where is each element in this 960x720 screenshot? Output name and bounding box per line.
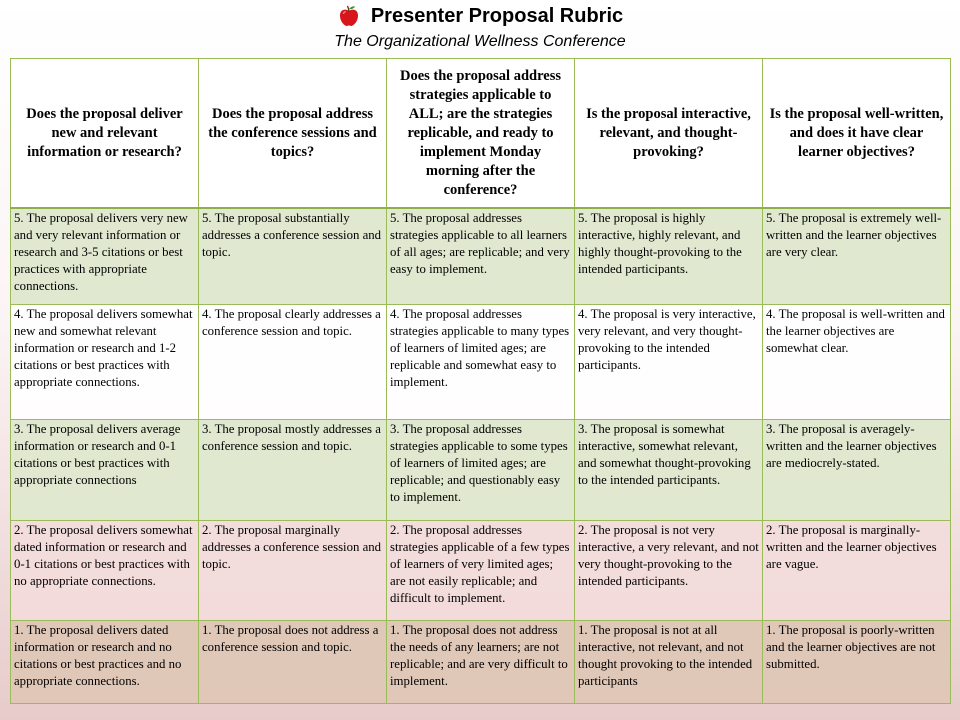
table-cell: 2. The proposal addresses strategies applicable of a few types of learners of very limited ages; are not easily replicable; and difficult to implement. [387,520,575,620]
column-header: Does the proposal deliver new and relevant information or research? [11,59,199,209]
header [0,0,960,58]
header-row [11,59,951,209]
table-cell: 4. The proposal is very interactive, very relevant, and very thought-provoking to the intended participants. [575,305,763,420]
table-cell: 1. The proposal does not address the needs of any learners; are not replicable; and are very difficult to implement. [387,620,575,703]
column-header: Is the proposal well-written, and does it have clear learner objectives? [763,59,951,209]
table-cell: 4. The proposal delivers somewhat new and somewhat relevant information or research and 1-2 citations or best practices with appropriate connections. [11,305,199,420]
table-cell: 5. The proposal addresses strategies applicable to all learners of all ages; are replicable; and very easy to implement. [387,208,575,305]
table-cell: 3. The proposal delivers average information or research and 0-1 citations or best practices with appropriate connections [11,420,199,520]
table-row [11,420,951,520]
table-row [11,208,951,305]
table-cell: 3. The proposal mostly addresses a conference session and topic. [199,420,387,520]
title-row [0,4,960,28]
column-header: Is the proposal interactive, relevant, and thought-provoking? [575,59,763,209]
table-cell: 1. The proposal is poorly-written and the learner objectives are not submitted. [763,620,951,703]
table-cell: 3. The proposal is somewhat interactive, somewhat relevant, and somewhat thought-provoking to the intended participants. [575,420,763,520]
table-cell: 2. The proposal delivers somewhat dated information or research and 0-1 citations or best practices with no appropriate connections. [11,520,199,620]
table-cell: 5. The proposal delivers very new and very relevant information or research and 3-5 citations or best practices with appropriate connections. [11,208,199,305]
apple-icon [337,4,361,28]
column-header: Does the proposal address strategies applicable to ALL; are the strategies replicable, and ready to implement Monday morning after the conference? [387,59,575,209]
table-cell: 3. The proposal addresses strategies applicable to some types of learners of limited ages; are replicable; and questionably easy to implement. [387,420,575,520]
table-cell: 1. The proposal does not address a conference session and topic. [199,620,387,703]
table-cell: 3. The proposal is averagely-written and the learner objectives are mediocrely-stated. [763,420,951,520]
table-cell: 4. The proposal addresses strategies applicable to many types of learners of limited ages; are replicable and somewhat easy to implement. [387,305,575,420]
table-row [11,305,951,420]
rubric-table [10,58,951,704]
table-cell: 5. The proposal substantially addresses a conference session and topic. [199,208,387,305]
page-subtitle: The Organizational Wellness Conference [334,33,626,50]
table-row [11,620,951,703]
table-cell: 1. The proposal is not at all interactive, not relevant, and not thought provoking to the intended participants [575,620,763,703]
table-cell: 4. The proposal is well-written and the learner objectives are somewhat clear. [763,305,951,420]
column-header: Does the proposal address the conference sessions and topics? [199,59,387,209]
table-cell: 5. The proposal is highly interactive, highly relevant, and highly thought-provoking to the intended participants. [575,208,763,305]
table-cell: 4. The proposal clearly addresses a conference session and topic. [199,305,387,420]
table-cell: 5. The proposal is extremely well-written and the learner objectives are very clear. [763,208,951,305]
page-title: Presenter Proposal Rubric [370,4,624,27]
table-cell: 1. The proposal delivers dated information or research and no citations or best practices and no appropriate connections. [11,620,199,703]
table-cell: 2. The proposal is marginally-written and the learner objectives are vague. [763,520,951,620]
table-row [11,520,951,620]
table-cell: 2. The proposal marginally addresses a conference session and topic. [199,520,387,620]
table-cell: 2. The proposal is not very interactive, a very relevant, and not very thought-provoking to the intended participants. [575,520,763,620]
